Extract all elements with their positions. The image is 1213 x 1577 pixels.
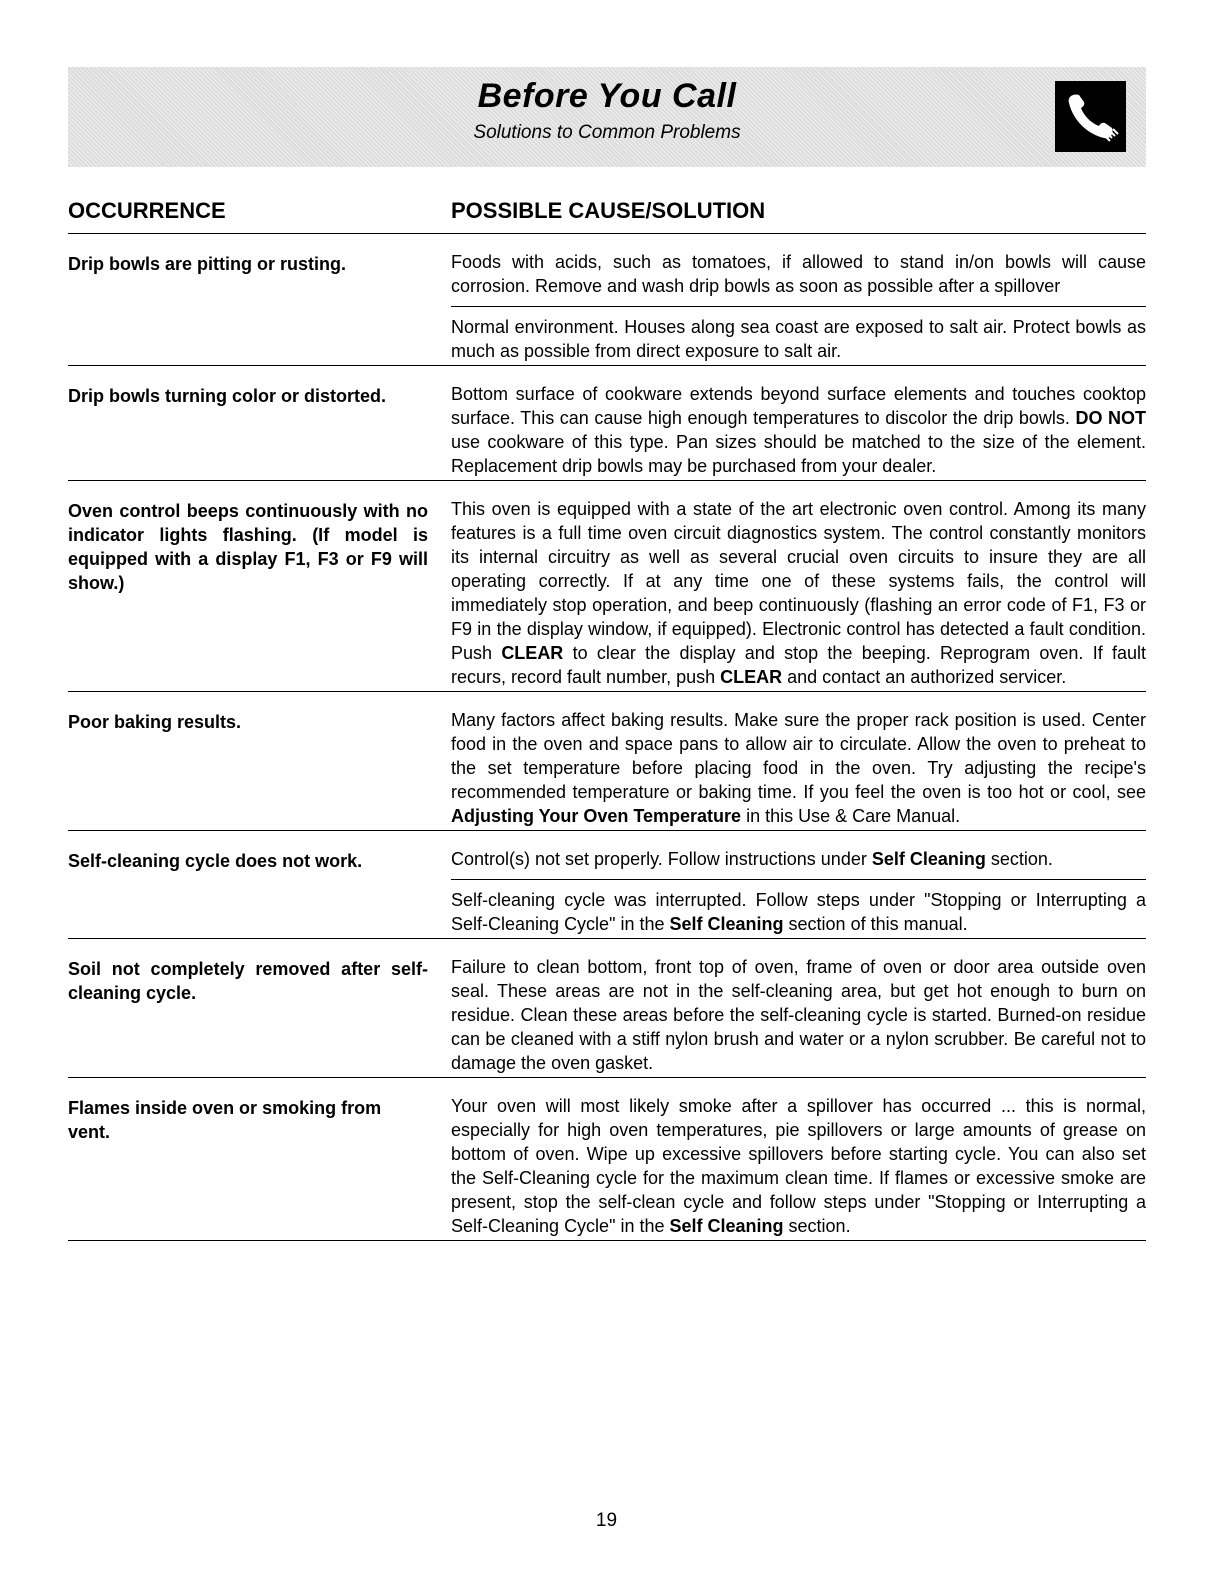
table-row xyxy=(68,939,1146,1078)
solution-text: Self-cleaning cycle was interrupted. Follow steps under "Stopping or Interrupting a Self-Cleaning Cycle" in the Self Cleaning section of this manual. xyxy=(451,879,1146,938)
occurrence-text: Soil not completely removed after self-cleaning cycle. xyxy=(68,959,428,1003)
telephone-icon xyxy=(1055,81,1126,152)
page-subtitle: Solutions to Common Problems xyxy=(473,122,741,143)
solution-text: Bottom surface of cookware extends beyond surface elements and touches cooktop surface. This can cause high enough temperatures to discolor the drip bowls. DO NOT use cookware of this type. Pan sizes should be matched to the size of the element. Replacement drip bowls may be purchased from your dealer. xyxy=(451,384,1147,476)
solution-column-header: POSSIBLE CAUSE/SOLUTION xyxy=(451,198,766,223)
troubleshooting-table xyxy=(68,234,1146,1241)
page-title: Before You Call xyxy=(477,77,737,115)
column-headers xyxy=(68,196,1146,234)
occurrence-text: Poor baking results. xyxy=(68,712,242,732)
occurrence-text: Flames inside oven or smoking from vent. xyxy=(68,1098,382,1142)
solution-text: Your oven will most likely smoke after a spillover has occurred ... this is normal, especially for high oven temperatures, pie spillovers or large amounts of grease on bottom of oven. Wipe up excessive spillovers before starting cycle. You can also set the Self-Cleaning cycle for the maximum clean time. If flames or excessive smoke are present, stop the self-clean cycle and follow steps under "Stopping or Interrupting a Self-Cleaning Cycle" in the Self Cleaning section. xyxy=(451,1096,1146,1236)
table-row xyxy=(68,366,1146,481)
table-row xyxy=(68,1078,1146,1241)
table-row xyxy=(68,831,1146,939)
solution-cell xyxy=(451,366,1146,480)
occurrence-column-header: OCCURRENCE xyxy=(68,198,226,223)
solution-text: This oven is equipped with a state of the art electronic oven control. Among its many features is a full time oven circuit diagnostics system. The control constantly monitors its internal circuitry as well as several crucial oven circuits to insure they are all operating correctly. If at any time one of these systems fails, the control will immediately stop operation, and beep continuously (flashing an error code of F1, F3 or F9 in the display window, if equipped). Electronic control has detected a fault condition. Push CLEAR to clear the display and stop the beeping. Reprogram oven. If fault recurs, record fault number, push CLEAR and contact an authorized servicer. xyxy=(451,499,1146,687)
occurrence-text: Drip bowls turning color or distorted. xyxy=(68,386,386,406)
occurrence-text: Drip bowls are pitting or rusting. xyxy=(68,254,347,274)
table-row xyxy=(68,692,1146,831)
solution-text: Many factors affect baking results. Make sure the proper rack position is used. Center food in the oven and space pans to allow air to circulate. Allow the oven to preheat to the set temperature before placing food in the oven. Try adjusting the recipe's recommended temperature or baking time. If you feel the oven is too hot or cool, see Adjusting Your Oven Temperature in this Use & Care Manual. xyxy=(451,710,1146,826)
solution-text: Foods with acids, such as tomatoes, if allowed to stand in/on bowls will cause corrosion. Remove and wash drip bowls as soon as possible after a spillover xyxy=(451,252,1146,296)
table-row xyxy=(68,234,1146,366)
occurrence-text: Oven control beeps continuously with no indicator lights flashing. (If model is equipped with a display F1, F3 or F9 will show.) xyxy=(68,501,428,593)
solution-cell xyxy=(451,939,1146,1077)
solution-text: Normal environment. Houses along sea coast are exposed to salt air. Protect bowls as much as possible from direct exposure to salt air. xyxy=(451,306,1146,365)
solution-cell xyxy=(451,481,1146,691)
solution-text: Failure to clean bottom, front top of oven, frame of oven or door area outside oven seal. These areas are not in the self-cleaning area, but get hot enough to burn on residue. Clean these areas before the self-cleaning cycle is started. Burned-on residue can be cleaned with a stiff nylon brush and water or a nylon scrubber. Be careful not to damage the oven gasket. xyxy=(451,957,1146,1073)
solution-cell xyxy=(451,1078,1146,1240)
solution-cell xyxy=(451,692,1146,830)
page-number: 19 xyxy=(595,1510,618,1531)
solution-cell xyxy=(451,831,1146,938)
header-banner xyxy=(68,67,1146,167)
occurrence-text: Self-cleaning cycle does not work. xyxy=(68,851,363,871)
solution-cell xyxy=(451,234,1146,365)
solution-text: Control(s) not set properly. Follow instructions under Self Cleaning section. xyxy=(451,849,1053,869)
table-row xyxy=(68,481,1146,692)
